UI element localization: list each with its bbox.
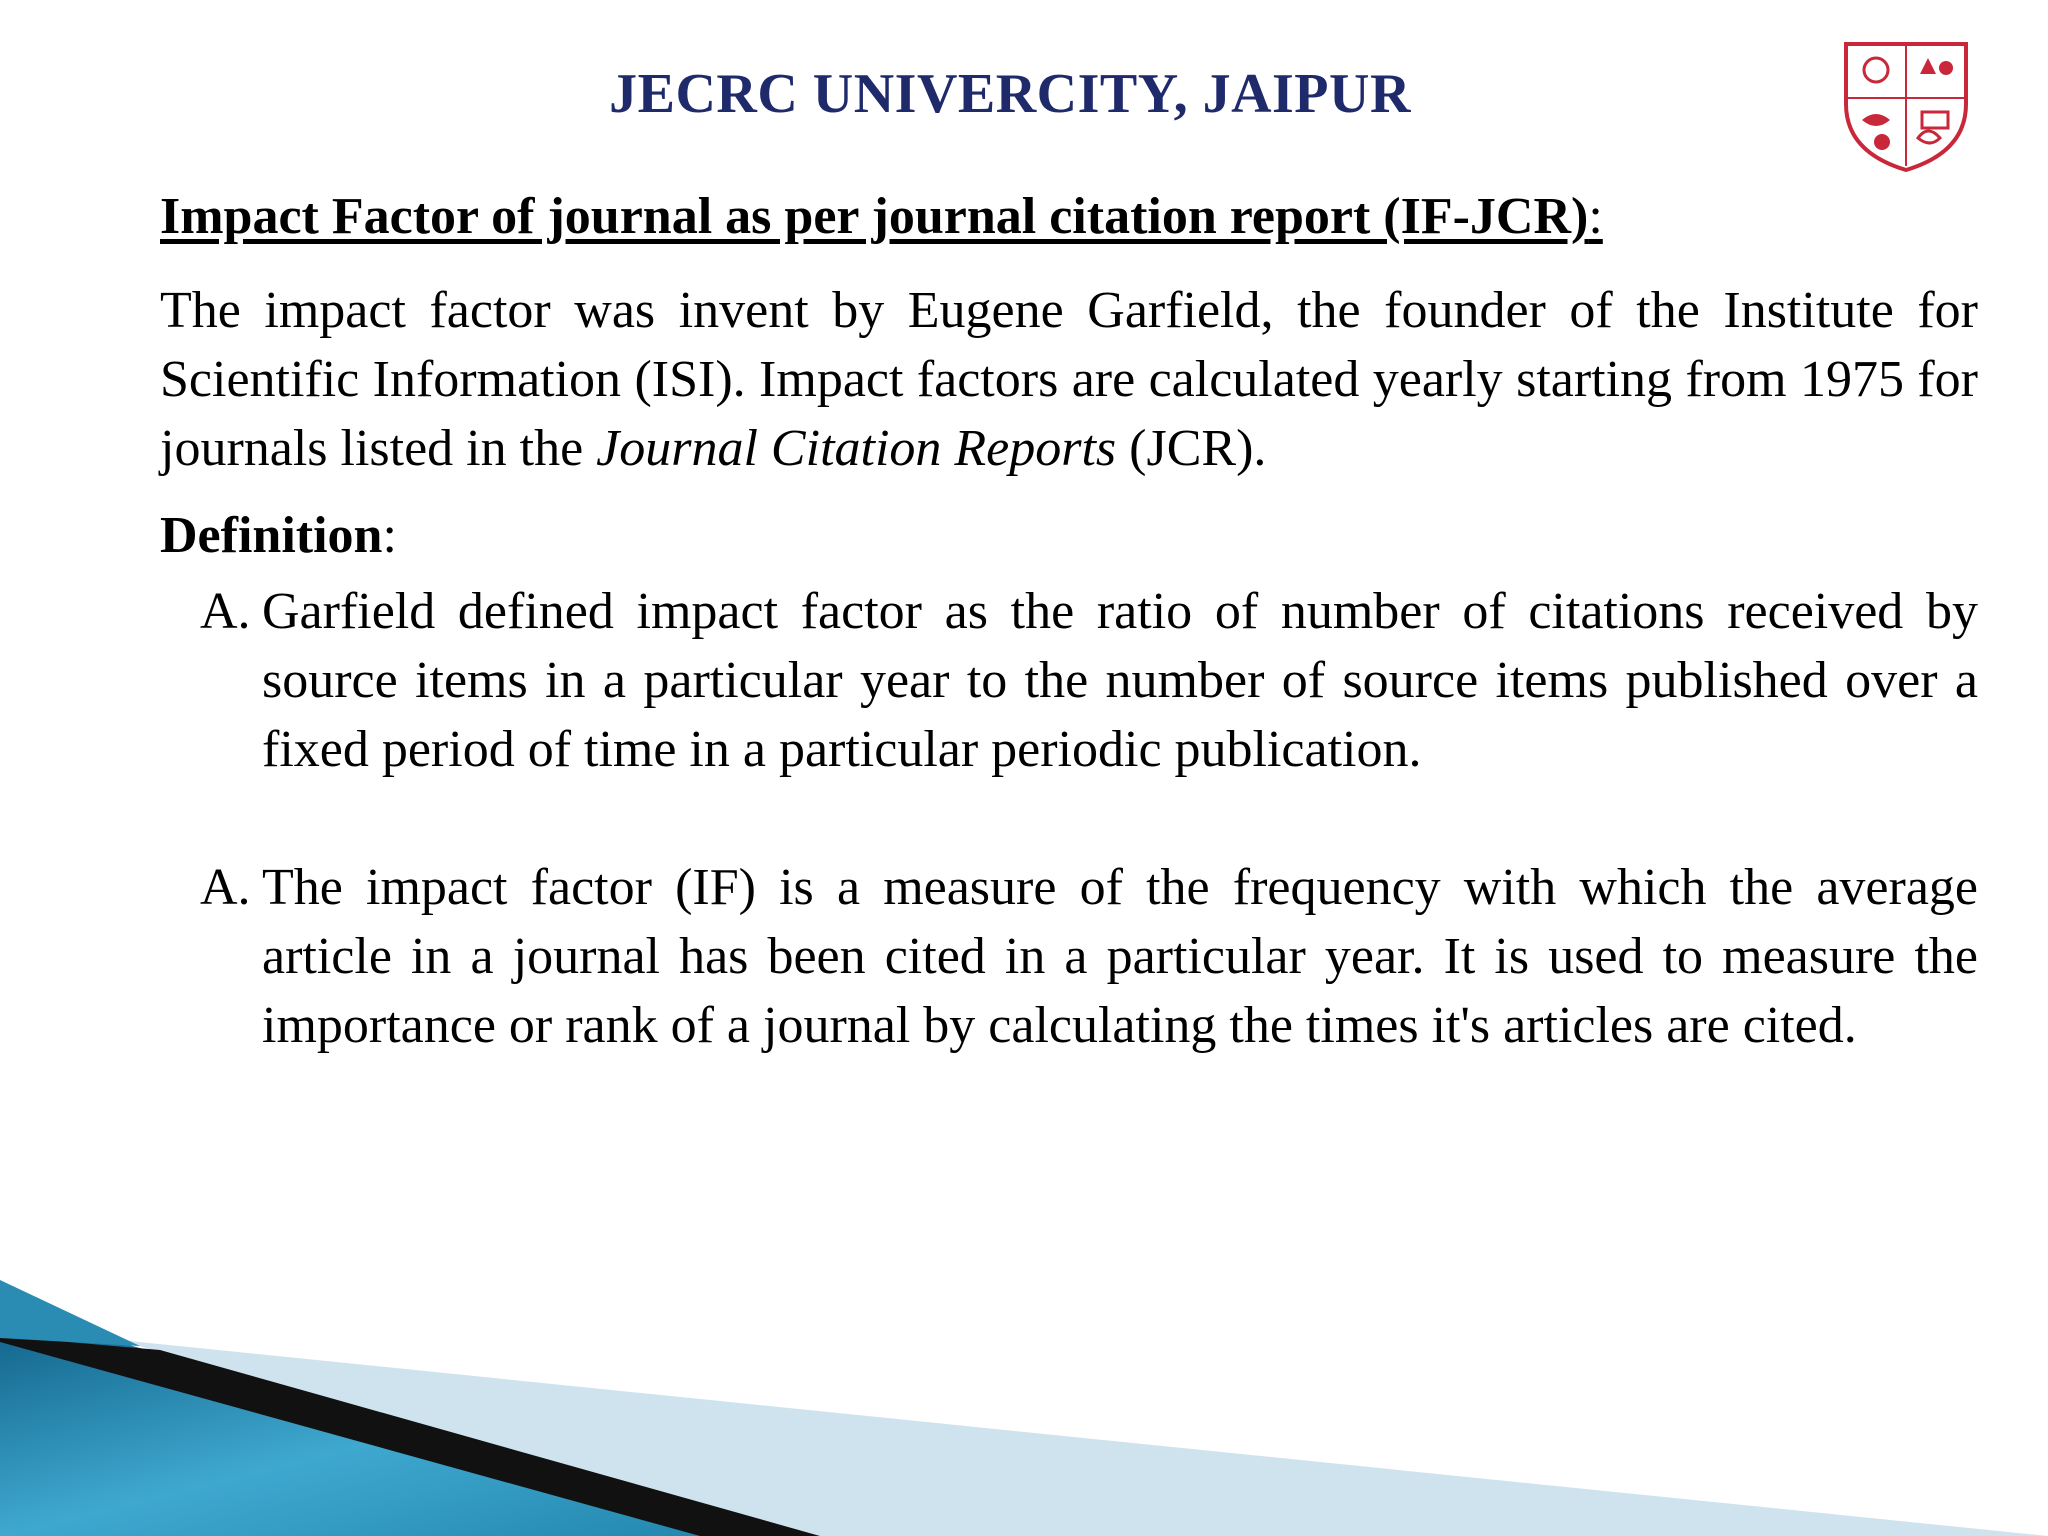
definition-item-marker: A.	[200, 859, 251, 916]
definition-item	[160, 577, 1978, 784]
definition-item-marker: A.	[200, 583, 251, 640]
definition-heading	[160, 503, 1978, 569]
definition-item-text: The impact factor (IF) is a measure of the frequency with which the average article in a journal has been cited in a particular year. It is used to measure the importance or rank of a journal by calculating the times it's articles are cited.	[262, 859, 1978, 1054]
intro-italic-text: Journal Citation Reports	[596, 420, 1117, 477]
section-heading-text: Impact Factor of journal as per journal citation report (IF-JCR)	[160, 188, 1589, 245]
intro-text-end: (JCR).	[1116, 420, 1267, 477]
intro-text: The impact factor was invent by Eugene Garfield, the founder of the Institute for Scientific Information (ISI). Impact factors are calculated yearly starting from 1975 for journals listed in the	[160, 282, 1978, 477]
intro-paragraph	[160, 276, 1978, 483]
definition-label: Definition	[160, 507, 383, 564]
decorative-footer-wave	[0, 1280, 2048, 1536]
definition-colon: :	[382, 507, 397, 564]
definition-item-text: Garfield defined impact factor as the ratio of number of citations received by source items in a particular year to the number of source items published over a fixed period of time in a particular periodic publication.	[262, 583, 1978, 778]
definition-spacer	[160, 784, 1978, 853]
university-crest-icon	[1838, 34, 1974, 174]
university-title: JECRC UNIVERCITY, JAIPUR	[609, 63, 1411, 125]
section-heading	[160, 186, 1978, 248]
slide-content	[160, 180, 1978, 1060]
definition-item	[160, 853, 1978, 1060]
section-heading-colon: :	[1588, 188, 1603, 245]
